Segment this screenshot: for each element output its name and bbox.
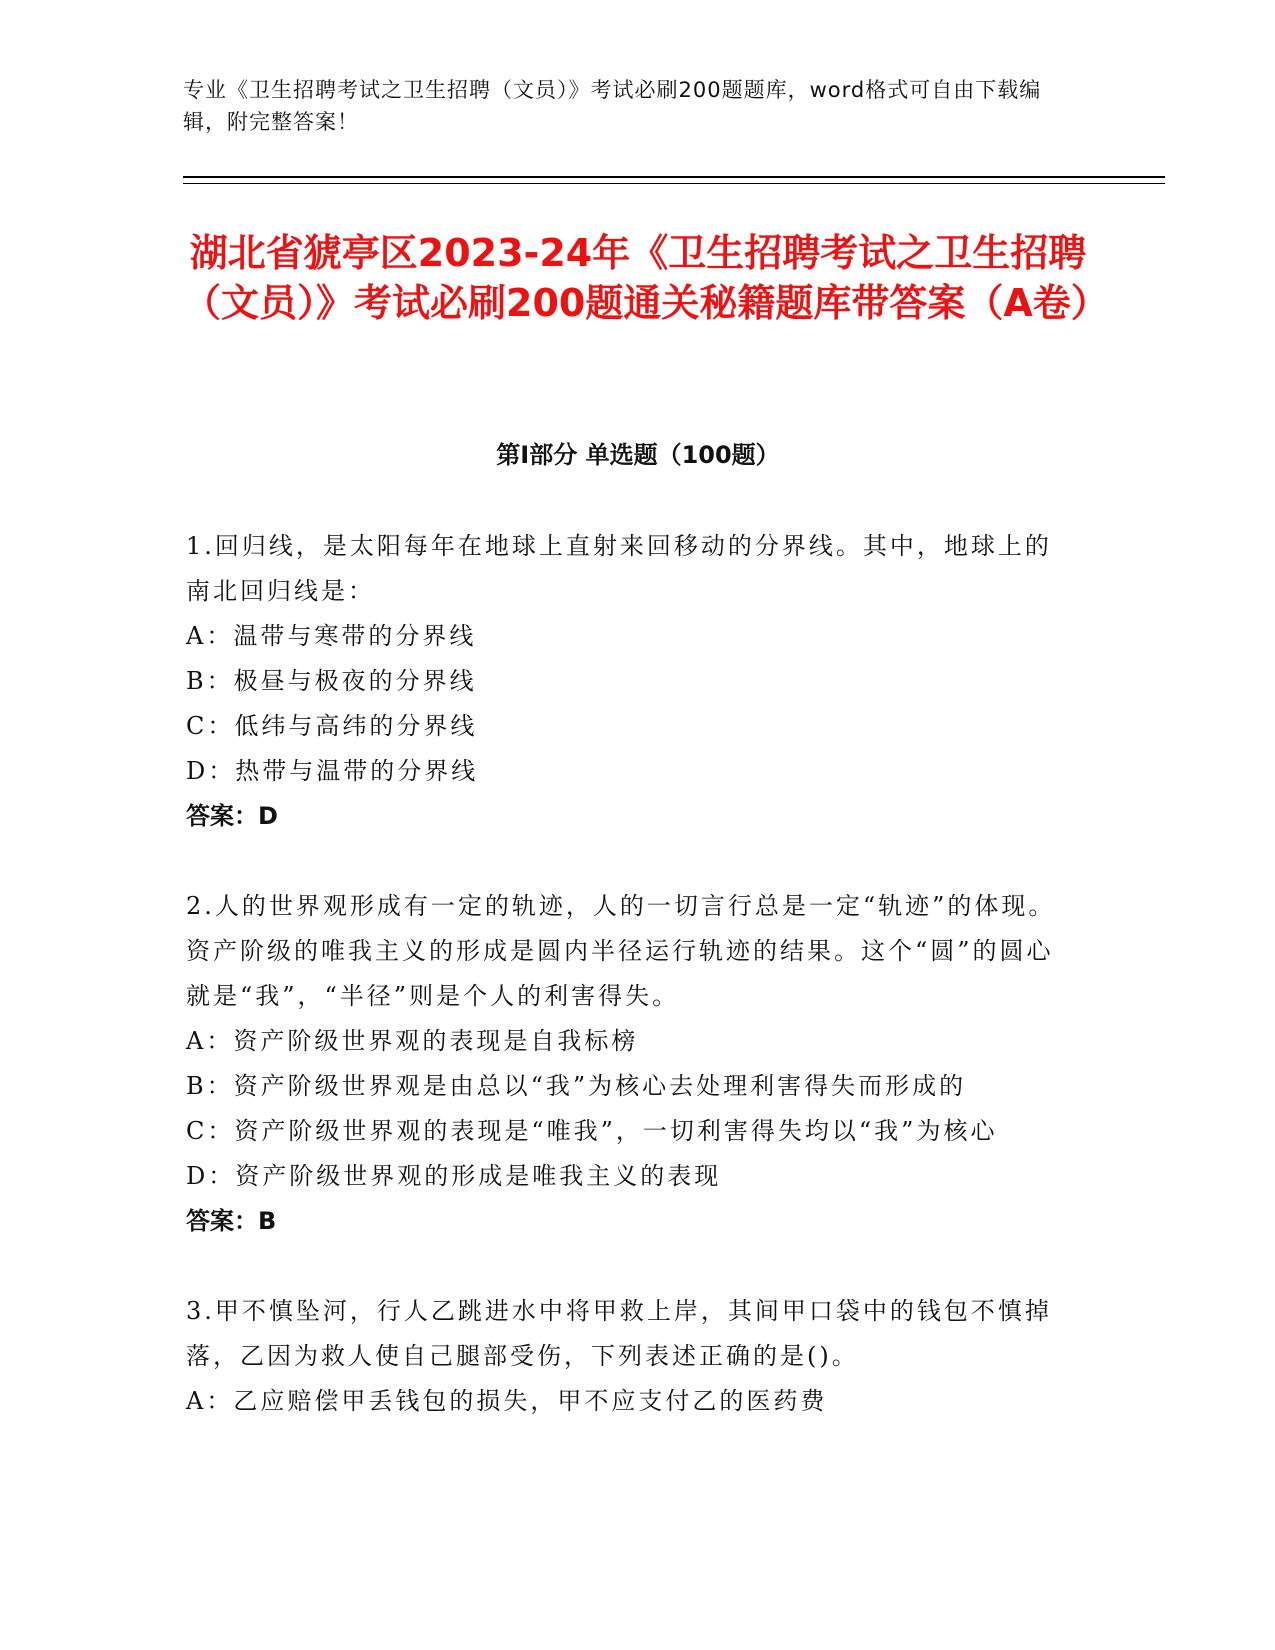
option-d: D：热带与温带的分界线: [186, 757, 479, 785]
question-text: 2.人的世界观形成有一定的轨迹，人的一切言行总是一定“轨迹”的体现。资产阶级的唯我主义的形成是圆内半径运行轨迹的结果。这个“圆”的圆心就是“我”，“半径”则是个人的利害得失。: [186, 892, 1056, 1010]
option-c: C：低纬与高纬的分界线: [186, 712, 478, 740]
question-text: 3.甲不慎坠河，行人乙跳进水中将甲救上岸，其间甲口袋中的钱包不慎掉落，乙因为救人使自己腿部受伤，下列表述正确的是()。: [186, 1297, 1052, 1370]
question-list: [186, 524, 1066, 1469]
document-title: 湖北省猇亭区2023-24年《卫生招聘考试之卫生招聘（文员）》考试必刷200题通关秘籍题库带答案（A卷）: [183, 231, 1109, 325]
question-3: [186, 1289, 1066, 1424]
header-rule-thick: [183, 176, 1165, 178]
answer: 答案：B: [186, 1207, 277, 1235]
option-a: A：乙应赔偿甲丢钱包的损失，甲不应支付乙的医药费: [186, 1387, 828, 1415]
answer: 答案：D: [186, 802, 278, 830]
question-text: 1.回归线，是太阳每年在地球上直射来回移动的分界线。其中，地球上的南北回归线是：: [186, 532, 1052, 605]
header-note: 专业《卫生招聘考试之卫生招聘（文员）》考试必刷200题题库，word格式可自由下载编辑，附完整答案！: [183, 78, 1042, 134]
option-b: B：极昼与极夜的分界线: [186, 667, 477, 695]
question-2: [186, 884, 1066, 1244]
option-b: B：资产阶级世界观是由总以“我”为核心去处理利害得失而形成的: [186, 1072, 967, 1100]
section-title: 第I部分 单选题（100题）: [496, 441, 780, 469]
option-a: A：温带与寒带的分界线: [186, 622, 477, 650]
option-c: C：资产阶级世界观的表现是“唯我”，一切利害得失均以“我”为核心: [186, 1117, 998, 1145]
option-a: A：资产阶级世界观的表现是自我标榜: [186, 1027, 639, 1055]
option-d: D：资产阶级世界观的形成是唯我主义的表现: [186, 1162, 722, 1190]
header-rule-thin: [183, 183, 1165, 184]
question-1: [186, 524, 1066, 839]
